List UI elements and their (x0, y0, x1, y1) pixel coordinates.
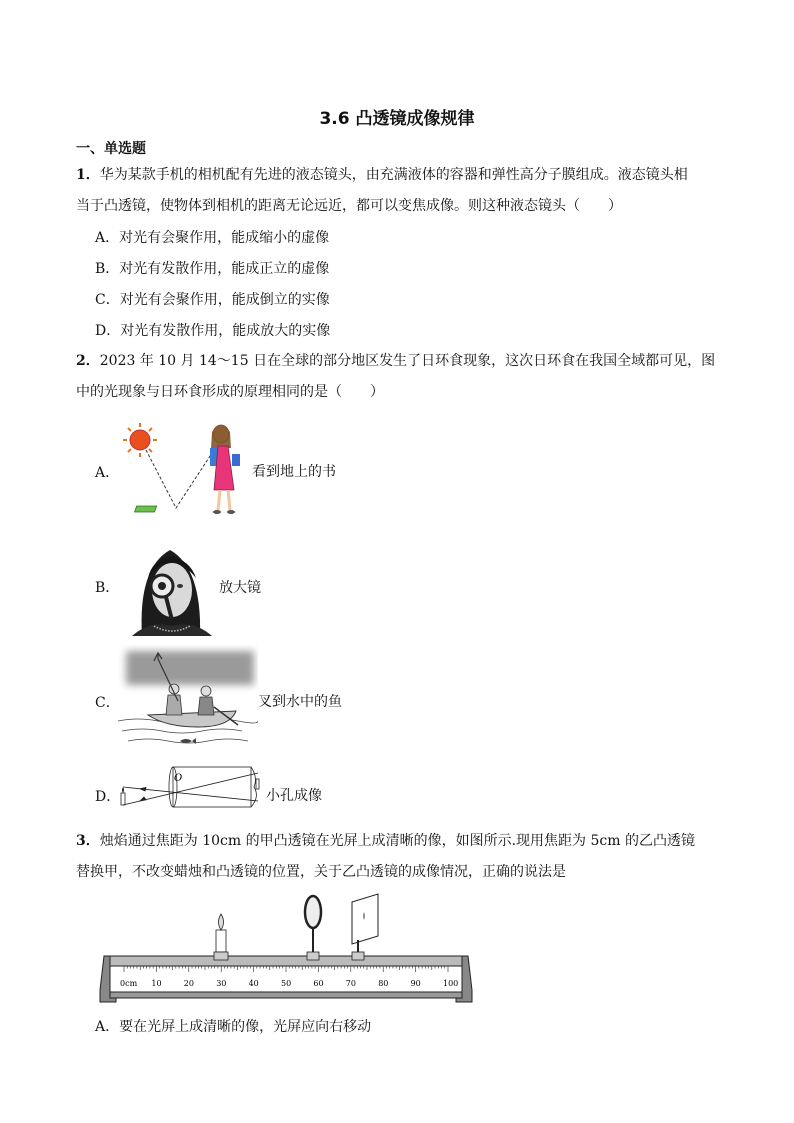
option-b-letter: B． (95, 580, 120, 596)
scale-tick-label: 70 (345, 979, 356, 988)
magnifier-photo (120, 538, 220, 636)
question-text-line: 烛焰通过焦距为 10cm 的甲凸透镜在光屏上成清晰的像，如图所示.现用焦距为 5cm 的乙凸透镜 (99, 833, 695, 849)
scale-tick-label: 10 (151, 979, 162, 988)
question-text-line: 中的光现象与日环食形成的原理相同的是（ ） (76, 384, 384, 400)
reflection-illustration (118, 420, 253, 520)
pinhole-camera-diagram (118, 763, 268, 813)
scale-tick-label: 30 (216, 979, 227, 988)
option-b-label: 放大镜 (219, 580, 261, 596)
question-1 (76, 160, 720, 222)
scale-tick-label: 90 (410, 979, 421, 988)
question-text-line: 替换甲，不改变蜡烛和凸透镜的位置，关于乙凸透镜的成像情况，正确的说法是 (76, 864, 566, 880)
option-a-label: 看到地上的书 (252, 464, 336, 480)
option-a: A．要在光屏上成清晰的像，光屏应向右移动 (95, 1019, 372, 1035)
convex-lens-icon (305, 896, 321, 960)
question-number: 3． (76, 833, 100, 849)
pinhole-center-label: O (174, 773, 183, 784)
spear-fishing-illustration (118, 645, 258, 749)
question-text-line: 当于凸透镜，使物体到相机的距离无论远近，都可以变焦成像。则这种液态镜头（ ） (76, 198, 622, 214)
scale-tick-label: 40 (248, 979, 259, 988)
candle-icon (121, 787, 125, 805)
option-d-letter: D． (95, 789, 121, 805)
sun-icon (123, 423, 157, 457)
option-d-label: 小孔成像 (266, 788, 322, 804)
girl-icon (210, 425, 240, 514)
question-number: 1． (76, 167, 100, 183)
question-3 (76, 826, 720, 888)
candle-icon (214, 914, 228, 960)
optical-bench-diagram (96, 890, 476, 1010)
question-text-line: 华为某款手机的相机配有先进的液态镜头，由充满液体的容器和弹性高分子膜组成。液态镜头相 (99, 167, 688, 183)
scale-tick-label: 20 (183, 979, 194, 988)
option-c-label: 叉到水中的鱼 (258, 694, 342, 710)
book-icon (135, 506, 157, 512)
option-d: D．对光有发散作用，能成放大的实像 (95, 323, 331, 339)
option-c-letter: C． (95, 695, 120, 711)
scale-tick-label: 80 (378, 979, 389, 988)
screen-icon (352, 894, 378, 960)
scale-tick-label: 60 (313, 979, 324, 988)
fisherman-icon (166, 684, 214, 715)
option-a-letter: A． (95, 465, 120, 481)
page-title: 3.6 凸透镜成像规律 (319, 109, 475, 129)
scale-tick-label: 50 (281, 979, 292, 988)
scale-tick-label: 0cm (120, 979, 138, 988)
scale-tick-label: 100 (443, 979, 459, 988)
section-heading: 一、单选题 (76, 141, 146, 157)
question-2 (76, 346, 720, 408)
option-a: A．对光有会聚作用，能成缩小的虚像 (95, 230, 330, 246)
question-number: 2． (76, 353, 100, 369)
option-c: C．对光有会聚作用，能成倒立的实像 (95, 292, 330, 308)
question-text-line: 2023 年 10 月 14～15 日在全球的部分地区发生了日环食现象，这次日环食在我国全域都可见，图 (99, 353, 716, 369)
option-b: B．对光有发散作用，能成正立的虚像 (95, 261, 330, 277)
